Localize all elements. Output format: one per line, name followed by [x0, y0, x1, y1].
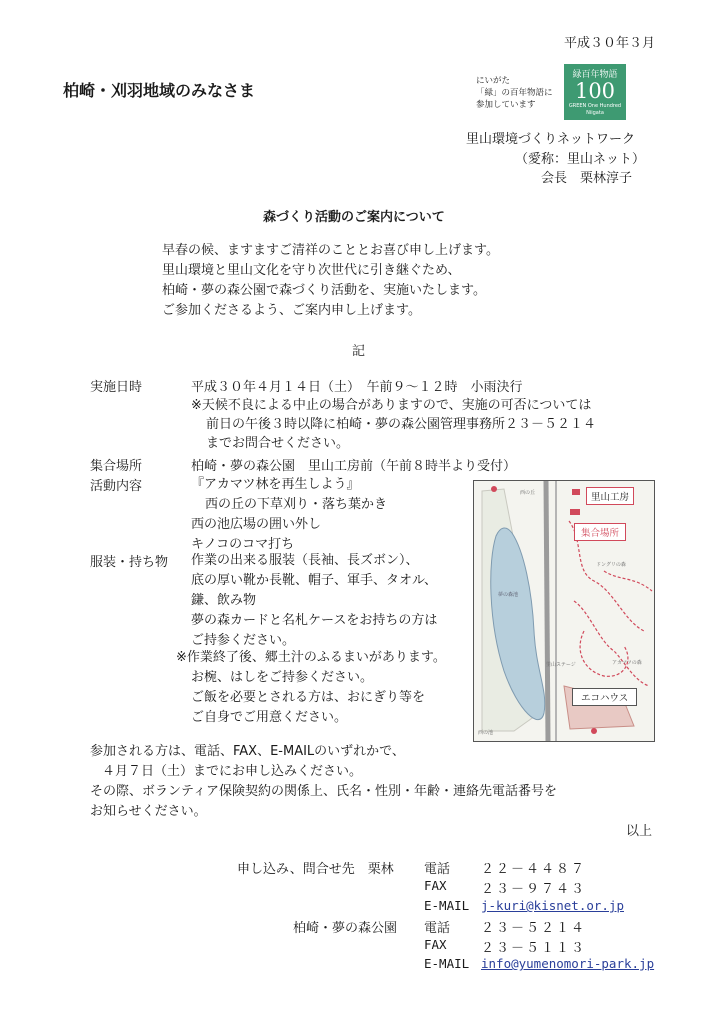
place-value: 柏崎・夢の森公園 里山工房前（午前８時半より受付）: [191, 459, 517, 474]
application-line: お知らせください。: [90, 804, 207, 819]
document-date: 平成３０年３月: [564, 36, 656, 51]
sender-org: 里山環境づくりネットワーク: [466, 132, 636, 147]
intro-line: ご参加くださるよう、ご案内申し上げます。: [162, 303, 421, 318]
contact2-fax-label: FAX: [424, 937, 447, 952]
contact1-mail-label: E-MAIL: [424, 898, 470, 913]
activity-label: 活動内容: [90, 479, 143, 494]
application-line: ４月７日（土）までにお申し込みください。: [102, 764, 363, 779]
date-note-line: ※天候不良による中止の場合がありますので、実施の可否については: [191, 398, 592, 413]
logo-caption: [476, 75, 553, 111]
contact1-tel-label: 電話: [424, 862, 451, 877]
contact1-fax-label: FAX: [424, 878, 447, 893]
soup-line: お椀、はしをご持参ください。: [191, 670, 374, 685]
place-label: 集合場所: [90, 459, 143, 474]
application-paragraph: [90, 742, 557, 822]
logo-caption-line: 参加しています: [476, 100, 536, 110]
intro-line: 柏崎・夢の森公園で森づくり活動を、実施いたします。: [162, 283, 486, 298]
logo-caption-line: 「緑」の百年物語に: [476, 88, 553, 98]
intro-paragraph: [162, 241, 499, 321]
contact1-label: 申し込み、問合せ先 栗林: [237, 862, 394, 877]
logo-number: 100: [574, 79, 616, 103]
contact2-tel: ２３－５２１４: [481, 921, 587, 936]
sender-chair: 会長 栗林淳子: [541, 171, 633, 186]
wear-label: 服装・持ち物: [90, 555, 169, 570]
logo-subtitle2: Niigata: [586, 110, 604, 116]
date-note: [191, 396, 596, 453]
map-tiny-label: アカマツの森: [612, 660, 642, 666]
soup-line: ※作業終了後、郷土汁のふるまいがあります。: [176, 650, 446, 665]
date-value: 平成３０年４月１４日（土） 午前９～１２時 小雨決行: [191, 380, 523, 395]
application-line: その際、ボランティア保険契約の関係上、氏名・性別・年齢・連絡先電話番号を: [90, 784, 557, 799]
wear-list: [191, 551, 437, 651]
ki-marker: 記: [352, 344, 366, 359]
map-label-koubou: 里山工房: [586, 487, 634, 505]
map-tiny-label: 里山ステージ: [546, 662, 576, 668]
logo-title: 緑百年物語: [572, 70, 618, 80]
soup-note: [176, 648, 446, 728]
map-tiny-label: ドングリの森: [596, 562, 626, 568]
map-label-ecohouse: エコハウス: [572, 688, 637, 706]
contact1-fax: ２３－９７４３: [481, 882, 587, 897]
contact2-fax: ２３－５１１３: [481, 941, 587, 956]
wear-line: 底の厚い靴か長靴、帽子、軍手、タオル、: [191, 573, 437, 588]
recipient-heading: 柏崎・刈羽地域のみなさま: [63, 81, 256, 100]
soup-line: ご自身でご用意ください。: [191, 710, 348, 725]
wear-line: 夢の森カードと名札ケースをお持ちの方は: [191, 613, 438, 628]
wear-line: ご持参ください。: [191, 633, 296, 648]
contact1-tel: ２２－４４８７: [481, 862, 587, 877]
subject-title: 森づくり活動のご案内について: [263, 210, 445, 225]
map-tiny-label: 西の池: [478, 730, 494, 736]
closing-ijou: 以上: [626, 824, 653, 839]
map-tiny-label: 夢の森池: [498, 592, 519, 598]
contact2-email-link[interactable]: info@yumenomori-park.jp: [481, 956, 655, 971]
activity-line: 西の池広場の囲い外し: [191, 517, 322, 532]
sender-nickname: （愛称：里山ネット）: [515, 152, 646, 167]
wear-line: 鎌、飲み物: [191, 593, 257, 608]
map-label-meeting: 集合場所: [574, 523, 626, 541]
activity-line: 西の丘の下草刈り・落ち葉かき: [205, 497, 388, 512]
date-note-line: 前日の午後３時以降に柏崎・夢の森公園管理事務所２３－５２１４: [206, 417, 597, 432]
date-label: 実施日時: [90, 380, 143, 395]
logo-subtitle: GREEN One Hundred: [568, 103, 622, 109]
park-map: [473, 480, 655, 742]
contact2-mail-label: E-MAIL: [424, 956, 470, 971]
activity-line: キノコのコマ打ち: [191, 537, 295, 552]
intro-line: 里山環境と里山文化を守り次世代に引き継ぐため、: [162, 263, 461, 278]
activity-list: [191, 475, 387, 555]
intro-line: 早春の候、ますますご清祥のこととお喜び申し上げます。: [162, 243, 499, 258]
logo-caption-line: にいがた: [476, 76, 511, 86]
map-tiny-label: 西の丘: [520, 490, 536, 496]
activity-line: 『アカマツ林を再生しよう』: [191, 477, 360, 492]
green-100-logo: [564, 64, 626, 120]
contact2-tel-label: 電話: [424, 921, 451, 936]
application-line: 参加される方は、電話、FAX、E-MAILのいずれかで、: [90, 744, 405, 759]
wear-line: 作業の出来る服装（長袖、長ズボン）、: [191, 553, 419, 568]
contact2-label: 柏崎・夢の森公園: [293, 921, 398, 936]
soup-line: ご飯を必要とされる方は、おにぎり等を: [191, 690, 426, 705]
date-note-line: までお問合せください。: [206, 436, 350, 451]
contact1-email-link[interactable]: j-kuri@kisnet.or.jp: [481, 898, 624, 913]
